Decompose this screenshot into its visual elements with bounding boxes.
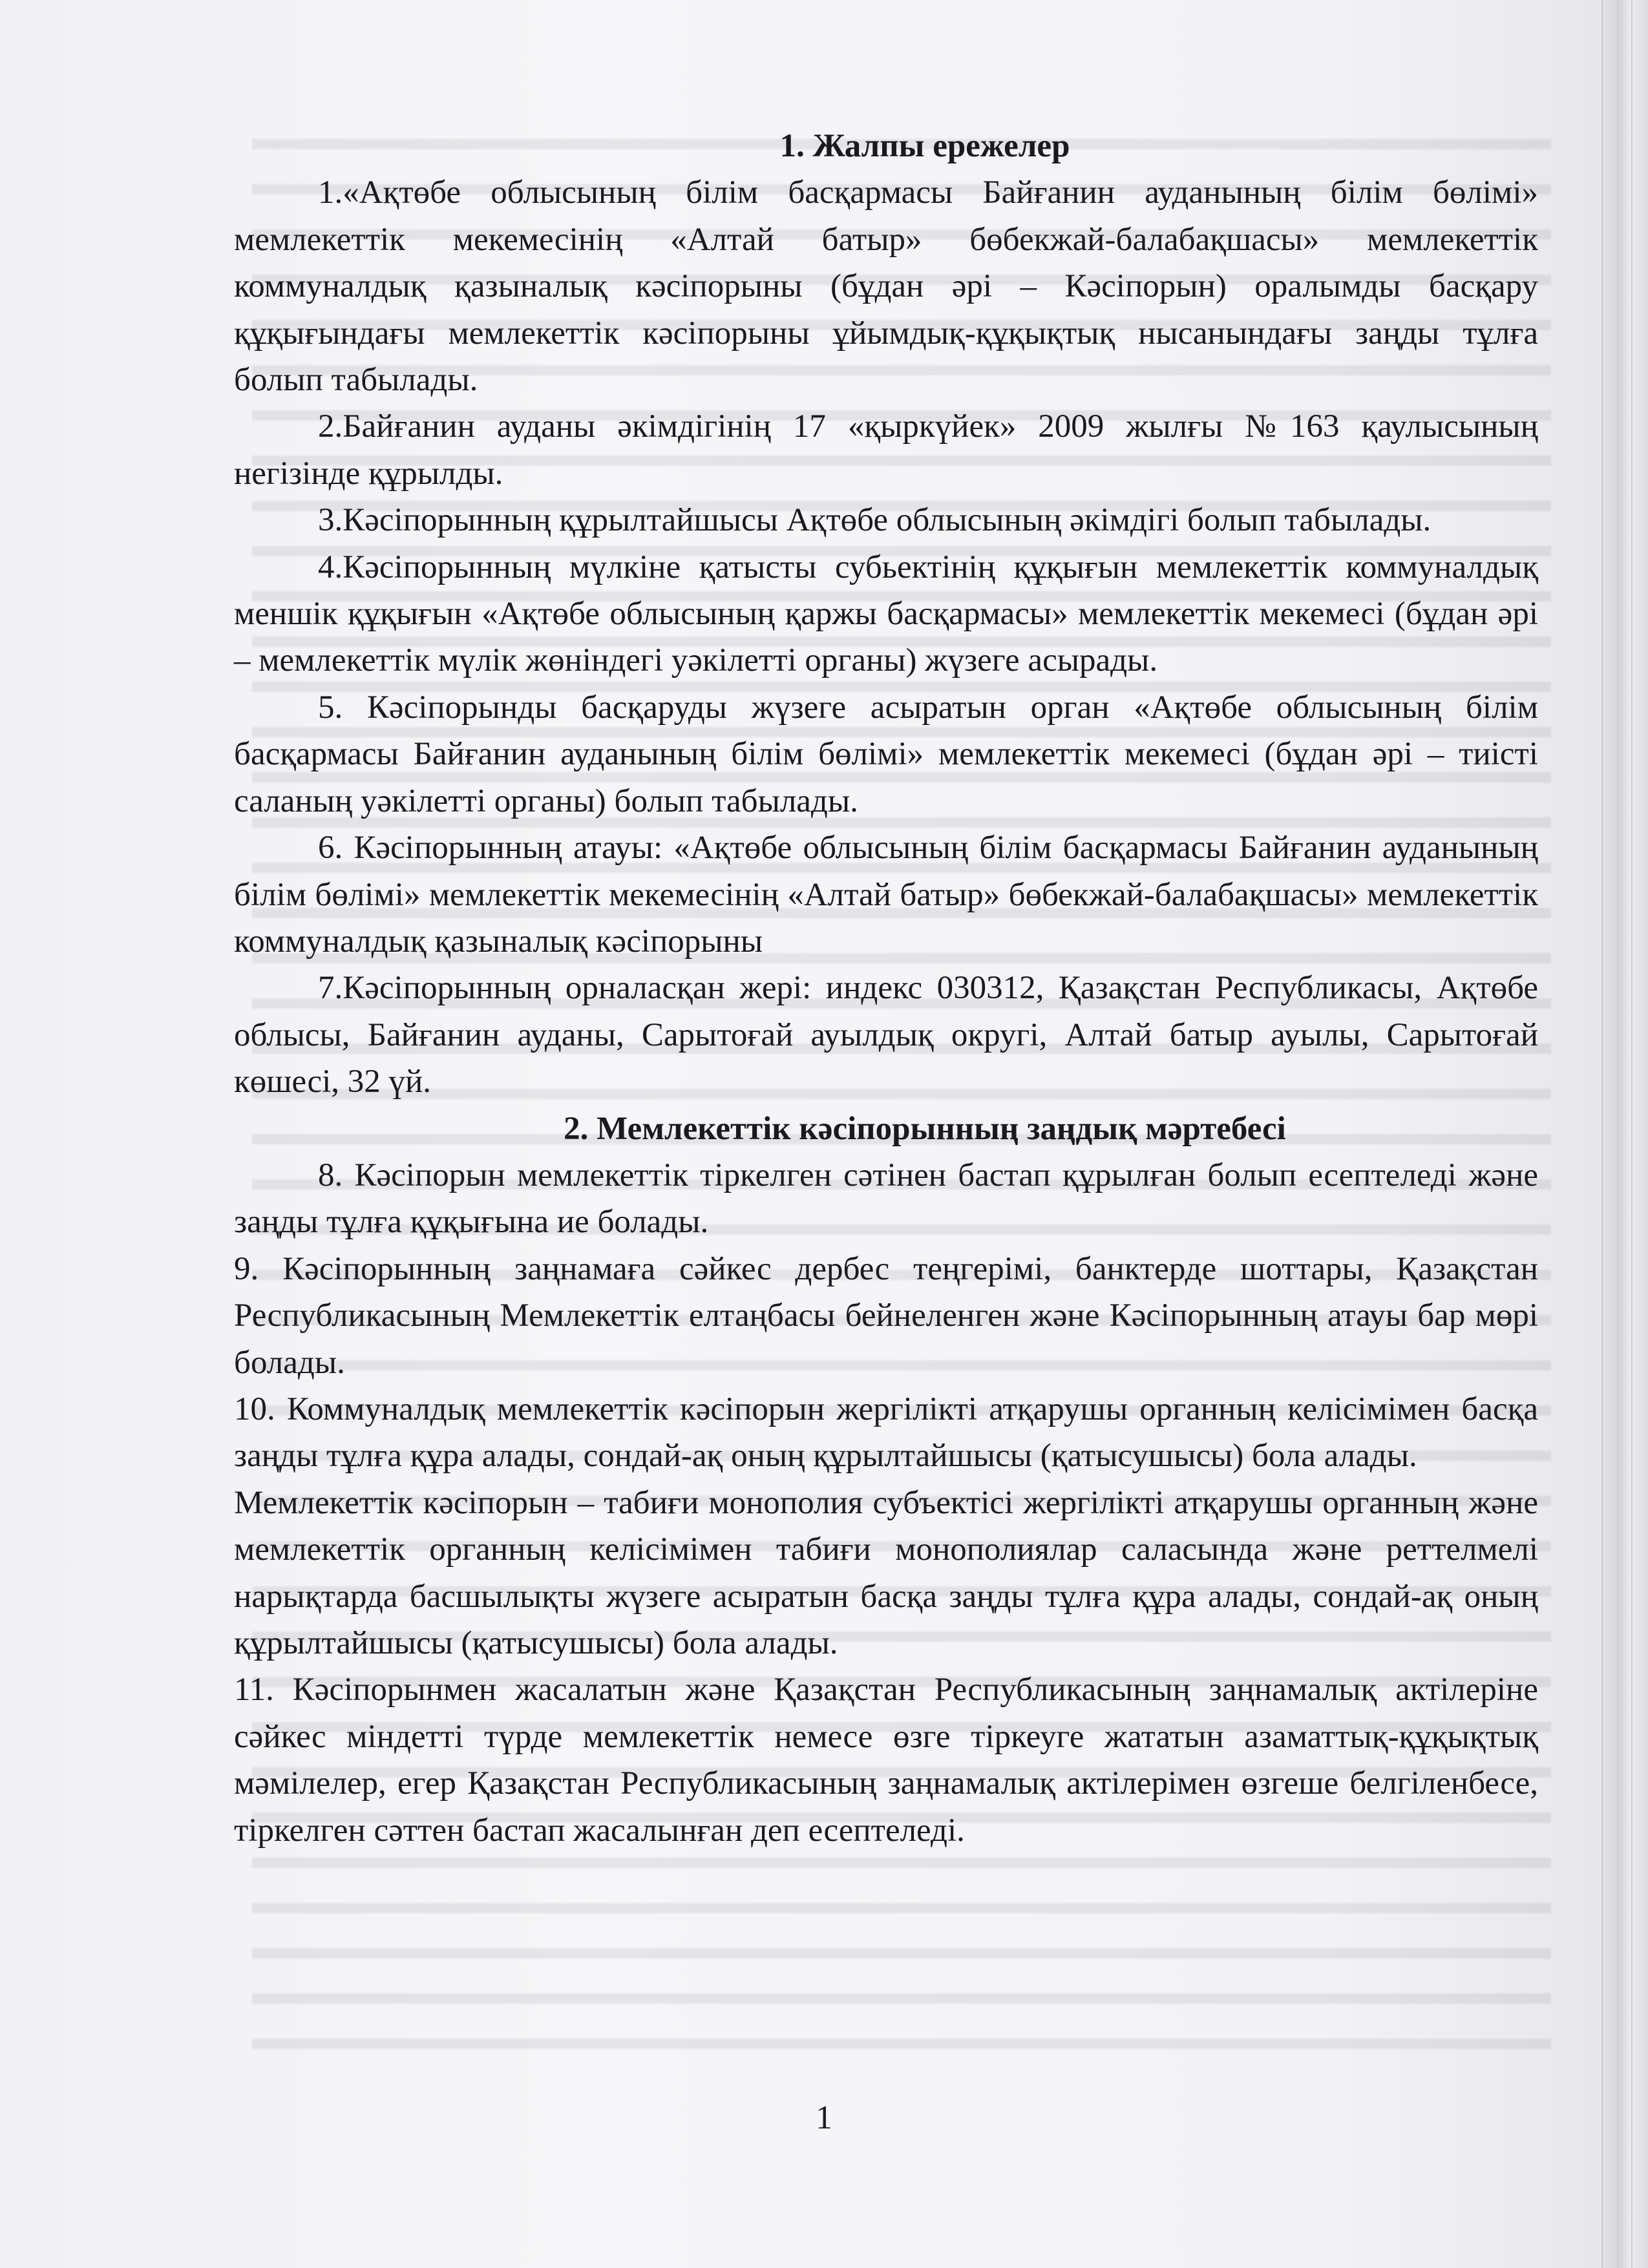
section-2-heading: 2. Мемлекеттік кәсіпорынның заңдық мәртебесі [564, 1110, 1286, 1147]
clause-2: 2.Байғанин ауданы әкімдігінің 17 «қыркүйек» 2009 жылғы №163 қаулысының негізінде құрылды. [234, 408, 1538, 492]
clause-9: 9. Кәсіпорынның заңнамаға сәйкес дербес теңгерімі, банктерде шоттары, Қазақстан Республикасының Мемлекеттік елтаңбасы бейнеленген және Кәсіпорынның атауы бар мөрі болады. [234, 1250, 1538, 1381]
clause-11: 11. Кәсіпорынмен жасалатын және Қазақстан Республикасының заңнамалық актілеріне сәйкес міндетті түрде мемлекеттік немесе өзге тіркеуге жататын азаматтық-құқықтық мәмілелер, егер Қазақстан Республикасының заңнамалық актілерімен өзгеше белгіленбесе, тіркелген сәттен бастап жасалынған деп есептеледі. [234, 1672, 1538, 1849]
clause-5: 5. Кәсіпорынды басқаруды жүзеге асыратын орган «Ақтөбе облысының білім басқармасы Байғанин ауданының білім бөлімі» мемлекеттік мекемесі (бұдан әрі – тиісті саланың уәкілетті органы) болып табылады. [234, 689, 1538, 819]
clause-7: 7.Кәсіпорынның орналасқан жері: индекс 030312, Қазақстан Республикасы, Ақтөбе облысы, Байғанин ауданы, Сарытоғай ауылдық округі, Алтай батыр ауылы, Сарытоғай көшесі, 32 үй. [234, 970, 1538, 1100]
page-number: 1 [816, 2099, 832, 2136]
clause-3: 3.Кәсіпорынның құрылтайшысы Ақтөбе облысының әкімдігі болып табылады. [318, 502, 1431, 539]
section-1-heading: 1. Жалпы ережелер [779, 128, 1070, 164]
clause-1: 1.«Ақтөбе облысының білім басқармасы Байғанин ауданының білім бөлімі» мемлекеттік мекемесінің «Алтай батыр» бөбекжай-балабақшасы» мемлекеттік коммуналдық қазыналық кәсіпорыны (бұдан әрі – Кәсіпорын) оралымды басқару құқығындағы мемлекеттік кәсіпорыны ұйымдық-құқықтық нысанындағы заңды тұлға болып табылады. [234, 174, 1538, 399]
clause-10: 10. Коммуналдық мемлекеттік кәсіпорын жергілікті атқарушы органның келісімімен басқа заңды тұлға құра алады, сондай-ақ оның құрылтайшысы (қатысушысы) бола алады. [234, 1391, 1538, 1475]
clause-10-continued: Мемлекеттік кәсіпорын – табиғи монополия субъектісі жергілікті атқарушы органның және мемлекеттік органның келісімімен табиғи монополиялар саласында және реттелмелі нарықтарда басшылықты жүзеге асыратын басқа заңды тұлға құра алады, сондай-ақ оның құрылтайшысы (қатысушысы) бола алады. [234, 1484, 1538, 1661]
clause-8: 8. Кәсіпорын мемлекеттік тіркелген сәтінен бастап құрылған болып есептеледі және заңды тұлға құқығына ие болады. [234, 1157, 1538, 1241]
page-edge-stack [1601, 0, 1648, 2268]
clause-6: 6. Кәсіпорынның атауы: «Ақтөбе облысының білім басқармасы Байғанин ауданының білім бөлімі» мемлекеттік мекемесінің «Алтай батыр» бөбекжай-балабақшасы» мемлекеттік коммуналдық қазыналық кәсіпорыны [234, 830, 1538, 960]
clause-4: 4.Кәсіпорынның мүлкіне қатысты субьектінің құқығын мемлекеттік коммуналдық меншік құқығын «Ақтөбе облысының қаржы басқармасы» мемлекеттік мекемесі (бұдан әрі – мемлекеттік мүлік жөніндегі уәкілетті органы) жүзеге асырады. [234, 549, 1538, 679]
document-body [234, 123, 1538, 1854]
